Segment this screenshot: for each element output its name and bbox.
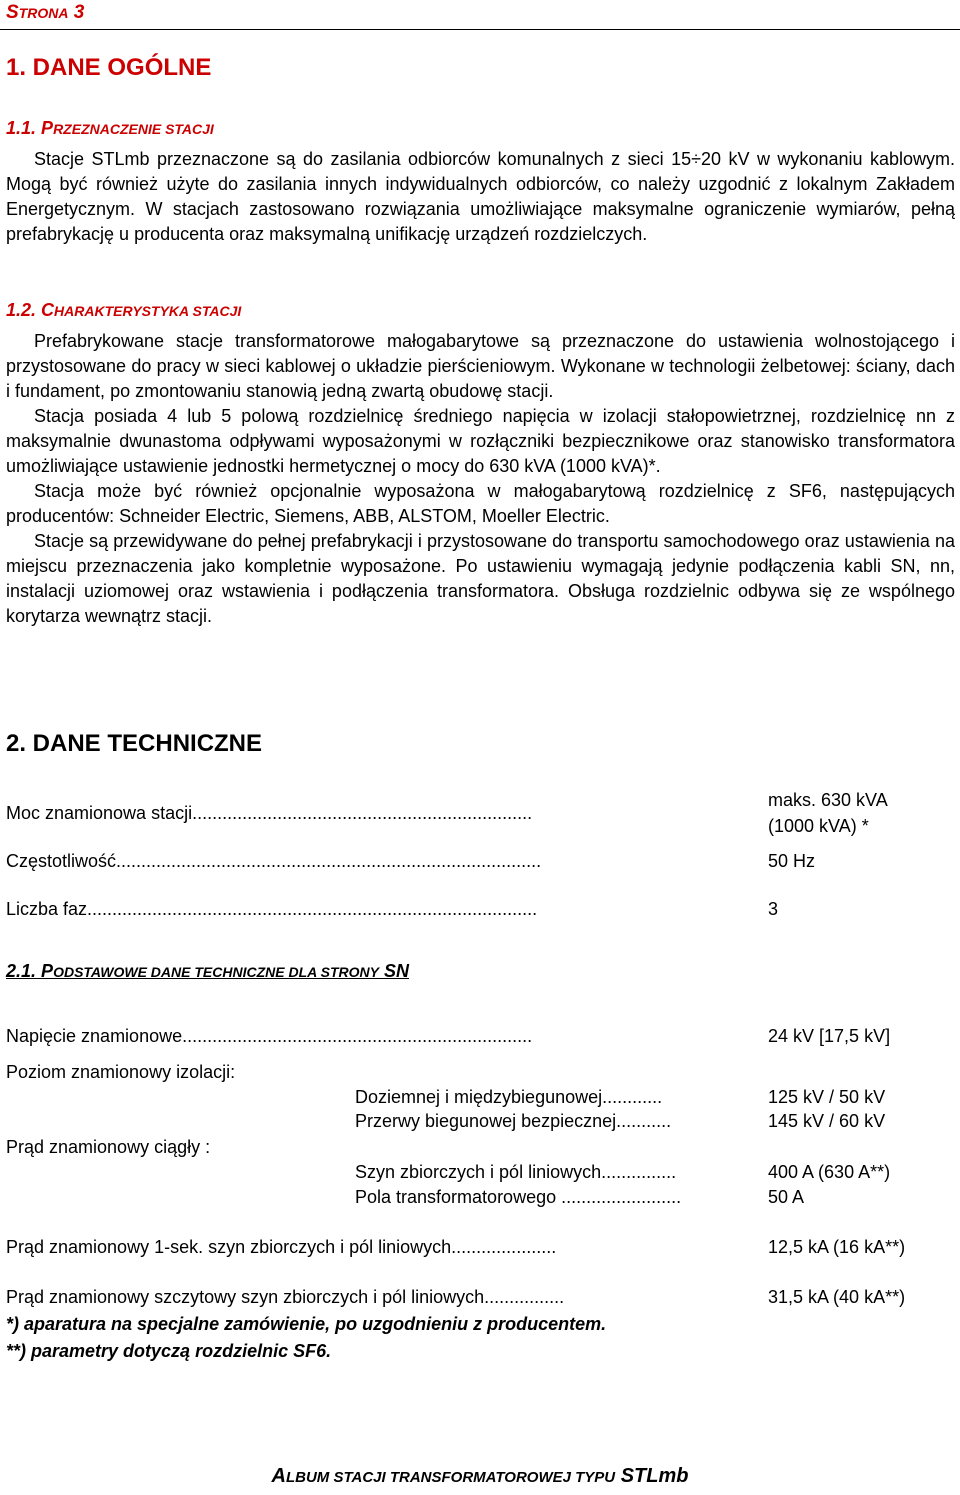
spec-label: Prąd znamionowy ciągły : <box>6 1137 211 1157</box>
section-1-2-body <box>6 329 955 629</box>
section-2-1-heading <box>6 961 409 982</box>
paragraph: Stacje są przewidywane do pełnej prefabrykacji i przystosowane do transportu samochodowego oraz ustawienia na miejscu przeznaczenia jako kompletnie wyposażone. Po ustawieniu wymagają jedynie podłączenia kabli SN, nn, instalacji uziomowej oraz wstawienia i podłączenia transformatora. Obsługa rozdzielnic odbywa się ze wspólnego korytarza wewnątrz stacji. <box>6 531 955 626</box>
spec-value: 31,5 kA (40 kA**) <box>768 1287 906 1307</box>
section-2-1-number: 2.1. <box>6 961 37 981</box>
page-header <box>6 2 84 24</box>
spec-sublabel: Szyn zbiorczych i pól liniowych............... <box>355 1162 677 1182</box>
spec-value: (1000 kVA) * <box>768 816 869 836</box>
section-1-2-number: 1.2. <box>6 300 37 320</box>
spec-sublabel: Pola transformatorowego ........................ <box>355 1187 682 1207</box>
section-2-1-first-letter: P <box>41 961 54 981</box>
spec-value: 50 Hz <box>768 851 816 871</box>
spec-label: Prąd znamionowy 1-sek. szyn zbiorczych i pól liniowych..................... <box>6 1237 557 1257</box>
section-1-2-first-letter: C <box>41 300 55 320</box>
section-1-1-title: RZEZNACZENIE STACJI <box>53 121 214 137</box>
paragraph: Stacja posiada 4 lub 5 polową rozdzielnicę średniego napięcia w izolacji stałopowietrznej, rozdzielnicę nn z maksymalnie dwunastoma odpływami wyposażonymi w rozłączniki bezpiecznikowe oraz stanowisko transformatora umożliwiające ustawienie jednostki hermetycznej o mocy do 630 kVA (1000 kVA)*. <box>6 406 955 476</box>
section-1-2-heading <box>6 300 241 321</box>
section-2-title: 2. DANE TECHNICZNE <box>6 730 263 757</box>
spec-label: Poziom znamionowy izolacji: <box>6 1062 236 1082</box>
footer-first-letter: A <box>271 1465 286 1487</box>
paragraph: Stacja może być również opcjonalnie wyposażona w małogabarytową rozdzielnicę z SF6, następujących producentów: Schneider Electric, Siemens, ABB, ALSTOM, Moeller Electric. <box>6 481 955 526</box>
spec-value: 400 A (630 A**) <box>768 1162 891 1182</box>
spec-value: maks. 630 kVA <box>768 790 888 810</box>
spec-label: Prąd znamionowy szczytowy szyn zbiorczych i pól liniowych................ <box>6 1287 565 1307</box>
section-2-1-title-tail: SN <box>383 961 409 981</box>
spec-value: 50 A <box>768 1187 805 1207</box>
spec-value: 3 <box>768 899 779 919</box>
spec-sublabel: Przerwy biegunowej bezpiecznej........... <box>355 1111 672 1131</box>
spec-value: 12,5 kA (16 kA**) <box>768 1237 906 1257</box>
section-1-1-heading <box>6 118 214 139</box>
section-1-1-number: 1.1. <box>6 118 37 138</box>
spec-sublabel: Doziemnej i międzybiegunowej............ <box>355 1087 663 1107</box>
page-footer <box>0 1465 960 1488</box>
spec-label: Napięcie znamionowe...................................................................... <box>6 1026 533 1046</box>
section-1-2-title: HARAKTERYSTYKA STACJI <box>54 303 242 319</box>
spec-label: Liczba faz.......................................................................................... <box>6 899 538 919</box>
spec-value: 145 kV / 60 kV <box>768 1111 886 1131</box>
spec-label: Moc znamionowa stacji.................................................................... <box>6 803 533 823</box>
spec-label: Częstotliwość..................................................................................... <box>6 851 542 871</box>
footer-title-tail: STLmb <box>620 1465 689 1487</box>
spec-value: 125 kV / 50 kV <box>768 1087 886 1107</box>
header-first-letter: S <box>6 2 19 23</box>
paragraph: Prefabrykowane stacje transformatorowe małogabarytowe są przeznaczone do ustawienia wolnostojącego i przystosowane do pracy w sieci kablowej o układzie pierścieniowym. Wykonane w technologii żelbetowej: ściany, dach i fundament, po zmontowaniu stanowią jedną zwartą obudowę stacji. <box>6 331 955 401</box>
section-1-title: 1. DANE OGÓLNE <box>6 54 212 81</box>
footnote: **) parametry dotyczą rozdzielnic SF6. <box>6 1341 332 1361</box>
page-number: 3 <box>73 2 85 23</box>
footnote: *) aparatura na specjalne zamówienie, po uzgodnieniu z producentem. <box>6 1314 607 1334</box>
section-1-1-first-letter: P <box>41 118 54 138</box>
footer-title: LBUM STACJI TRANSFORMATOROWEJ TYPU <box>285 1469 616 1486</box>
section-2-1-title: ODSTAWOWE DANE TECHNICZNE DLA STRONY <box>53 964 379 980</box>
paragraph: Stacje STLmb przeznaczone są do zasilania odbiorców komunalnych z sieci 15÷20 kV w wykonaniu kablowym. Mogą być również użyte do zasilania innych indywidualnych odbiorców, co należy uzgodnić z lokalnym Zakładem Energetycznym. W stacjach zastosowano rozwiązania umożliwiające maksymalne ograniczenie wymiarów, pełną prefabrykację u producenta oraz maksymalną unifikację urządzeń rozdzielczych. <box>6 149 955 244</box>
section-1-1-body <box>6 147 955 247</box>
header-word: TRONA <box>18 5 69 21</box>
header-rule <box>0 29 960 30</box>
spec-value: 24 kV [17,5 kV] <box>768 1026 891 1046</box>
